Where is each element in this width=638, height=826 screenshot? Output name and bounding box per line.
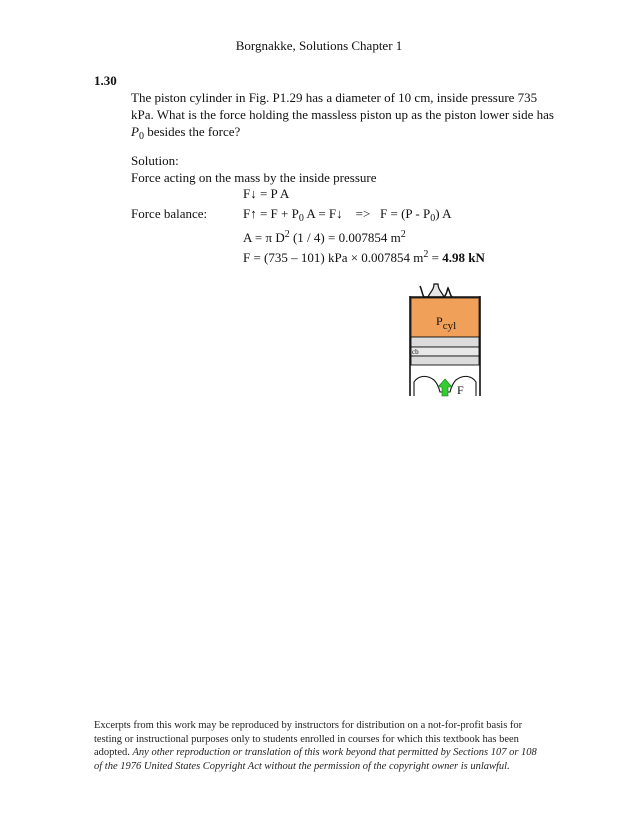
eq4-part-b: = bbox=[428, 250, 443, 265]
piston-rod-section bbox=[411, 347, 479, 356]
solution-heading: Solution: bbox=[131, 153, 179, 168]
force-label: F bbox=[457, 383, 464, 397]
solution-block bbox=[131, 152, 377, 186]
pressure-label-p: P bbox=[436, 314, 443, 328]
footer-line-3-plain: adopted. bbox=[94, 747, 133, 758]
page-header: Borgnakke, Solutions Chapter 1 bbox=[235, 38, 403, 53]
eq3-superscript: 2 bbox=[284, 229, 290, 240]
problem-statement bbox=[131, 89, 554, 140]
footer-line-4 bbox=[94, 760, 537, 774]
footer-line-3-italic: Any other reproduction or translation of this work beyond that permitted by Sections 107 or 108 bbox=[132, 747, 537, 758]
footer-line-2: testing or instructional purposes only to students enrolled in courses for which this textbook has been bbox=[94, 733, 519, 745]
cb-label: cb bbox=[412, 348, 419, 356]
up-arrow-icon bbox=[438, 379, 452, 396]
equation-force-down: F↓ = P A bbox=[243, 186, 290, 201]
footer-line-1: Excerpts from this work may be reproduced by instructors for distribution on a not-for-profit basis for bbox=[94, 720, 523, 731]
result-value: 4.98 kN bbox=[442, 250, 485, 265]
eq4-part-a: F = (735 – 101) kPa × 0.007854 m bbox=[243, 250, 424, 265]
equation-force-result bbox=[243, 250, 485, 266]
problem-line-3-rest: besides the force? bbox=[143, 124, 241, 139]
problem-number: 1.30 bbox=[94, 73, 117, 88]
footer-line-3 bbox=[94, 746, 537, 760]
p0-symbol: P bbox=[131, 124, 139, 139]
eq4-superscript: 2 bbox=[423, 249, 429, 260]
eq3-part-b: (1 / 4) = 0.007854 m bbox=[289, 230, 401, 245]
top-weight-shape bbox=[428, 284, 444, 297]
equation-area bbox=[243, 230, 406, 246]
piston-bottom-plate bbox=[411, 356, 479, 365]
force-balance-label: Force balance: bbox=[131, 206, 208, 221]
eq2-part-b: A = F↓ => F = (P - P bbox=[303, 206, 431, 221]
problem-line-3 bbox=[131, 123, 554, 140]
copyright-footer bbox=[94, 719, 537, 773]
problem-line-1: The piston cylinder in Fig. P1.29 has a diameter of 10 cm, inside pressure 735 bbox=[131, 90, 538, 105]
piston-cylinder-figure bbox=[404, 280, 486, 398]
eq2-subscript-2: 0 bbox=[430, 213, 436, 224]
piston-top-plate bbox=[411, 337, 479, 347]
pressure-label-sub: cyl bbox=[442, 320, 457, 332]
eq3-part-a: A = π D bbox=[243, 230, 285, 245]
solution-intro: Force acting on the mass by the inside pressure bbox=[131, 170, 377, 185]
eq2-part-a: F↑ = F + P bbox=[243, 206, 299, 221]
equation-force-balance bbox=[243, 206, 452, 222]
eq2-part-c: ) A bbox=[435, 206, 452, 221]
p0-subscript: 0 bbox=[138, 131, 144, 142]
footer-line-4-italic: of the 1976 United States Copyright Act without the permission of the copyright owner is unlawful. bbox=[94, 760, 510, 772]
eq2-subscript: 0 bbox=[298, 213, 304, 224]
problem-line-2: kPa. What is the force holding the massless piston up as the piston lower side has bbox=[131, 107, 554, 122]
eq3-superscript-2: 2 bbox=[400, 229, 406, 240]
